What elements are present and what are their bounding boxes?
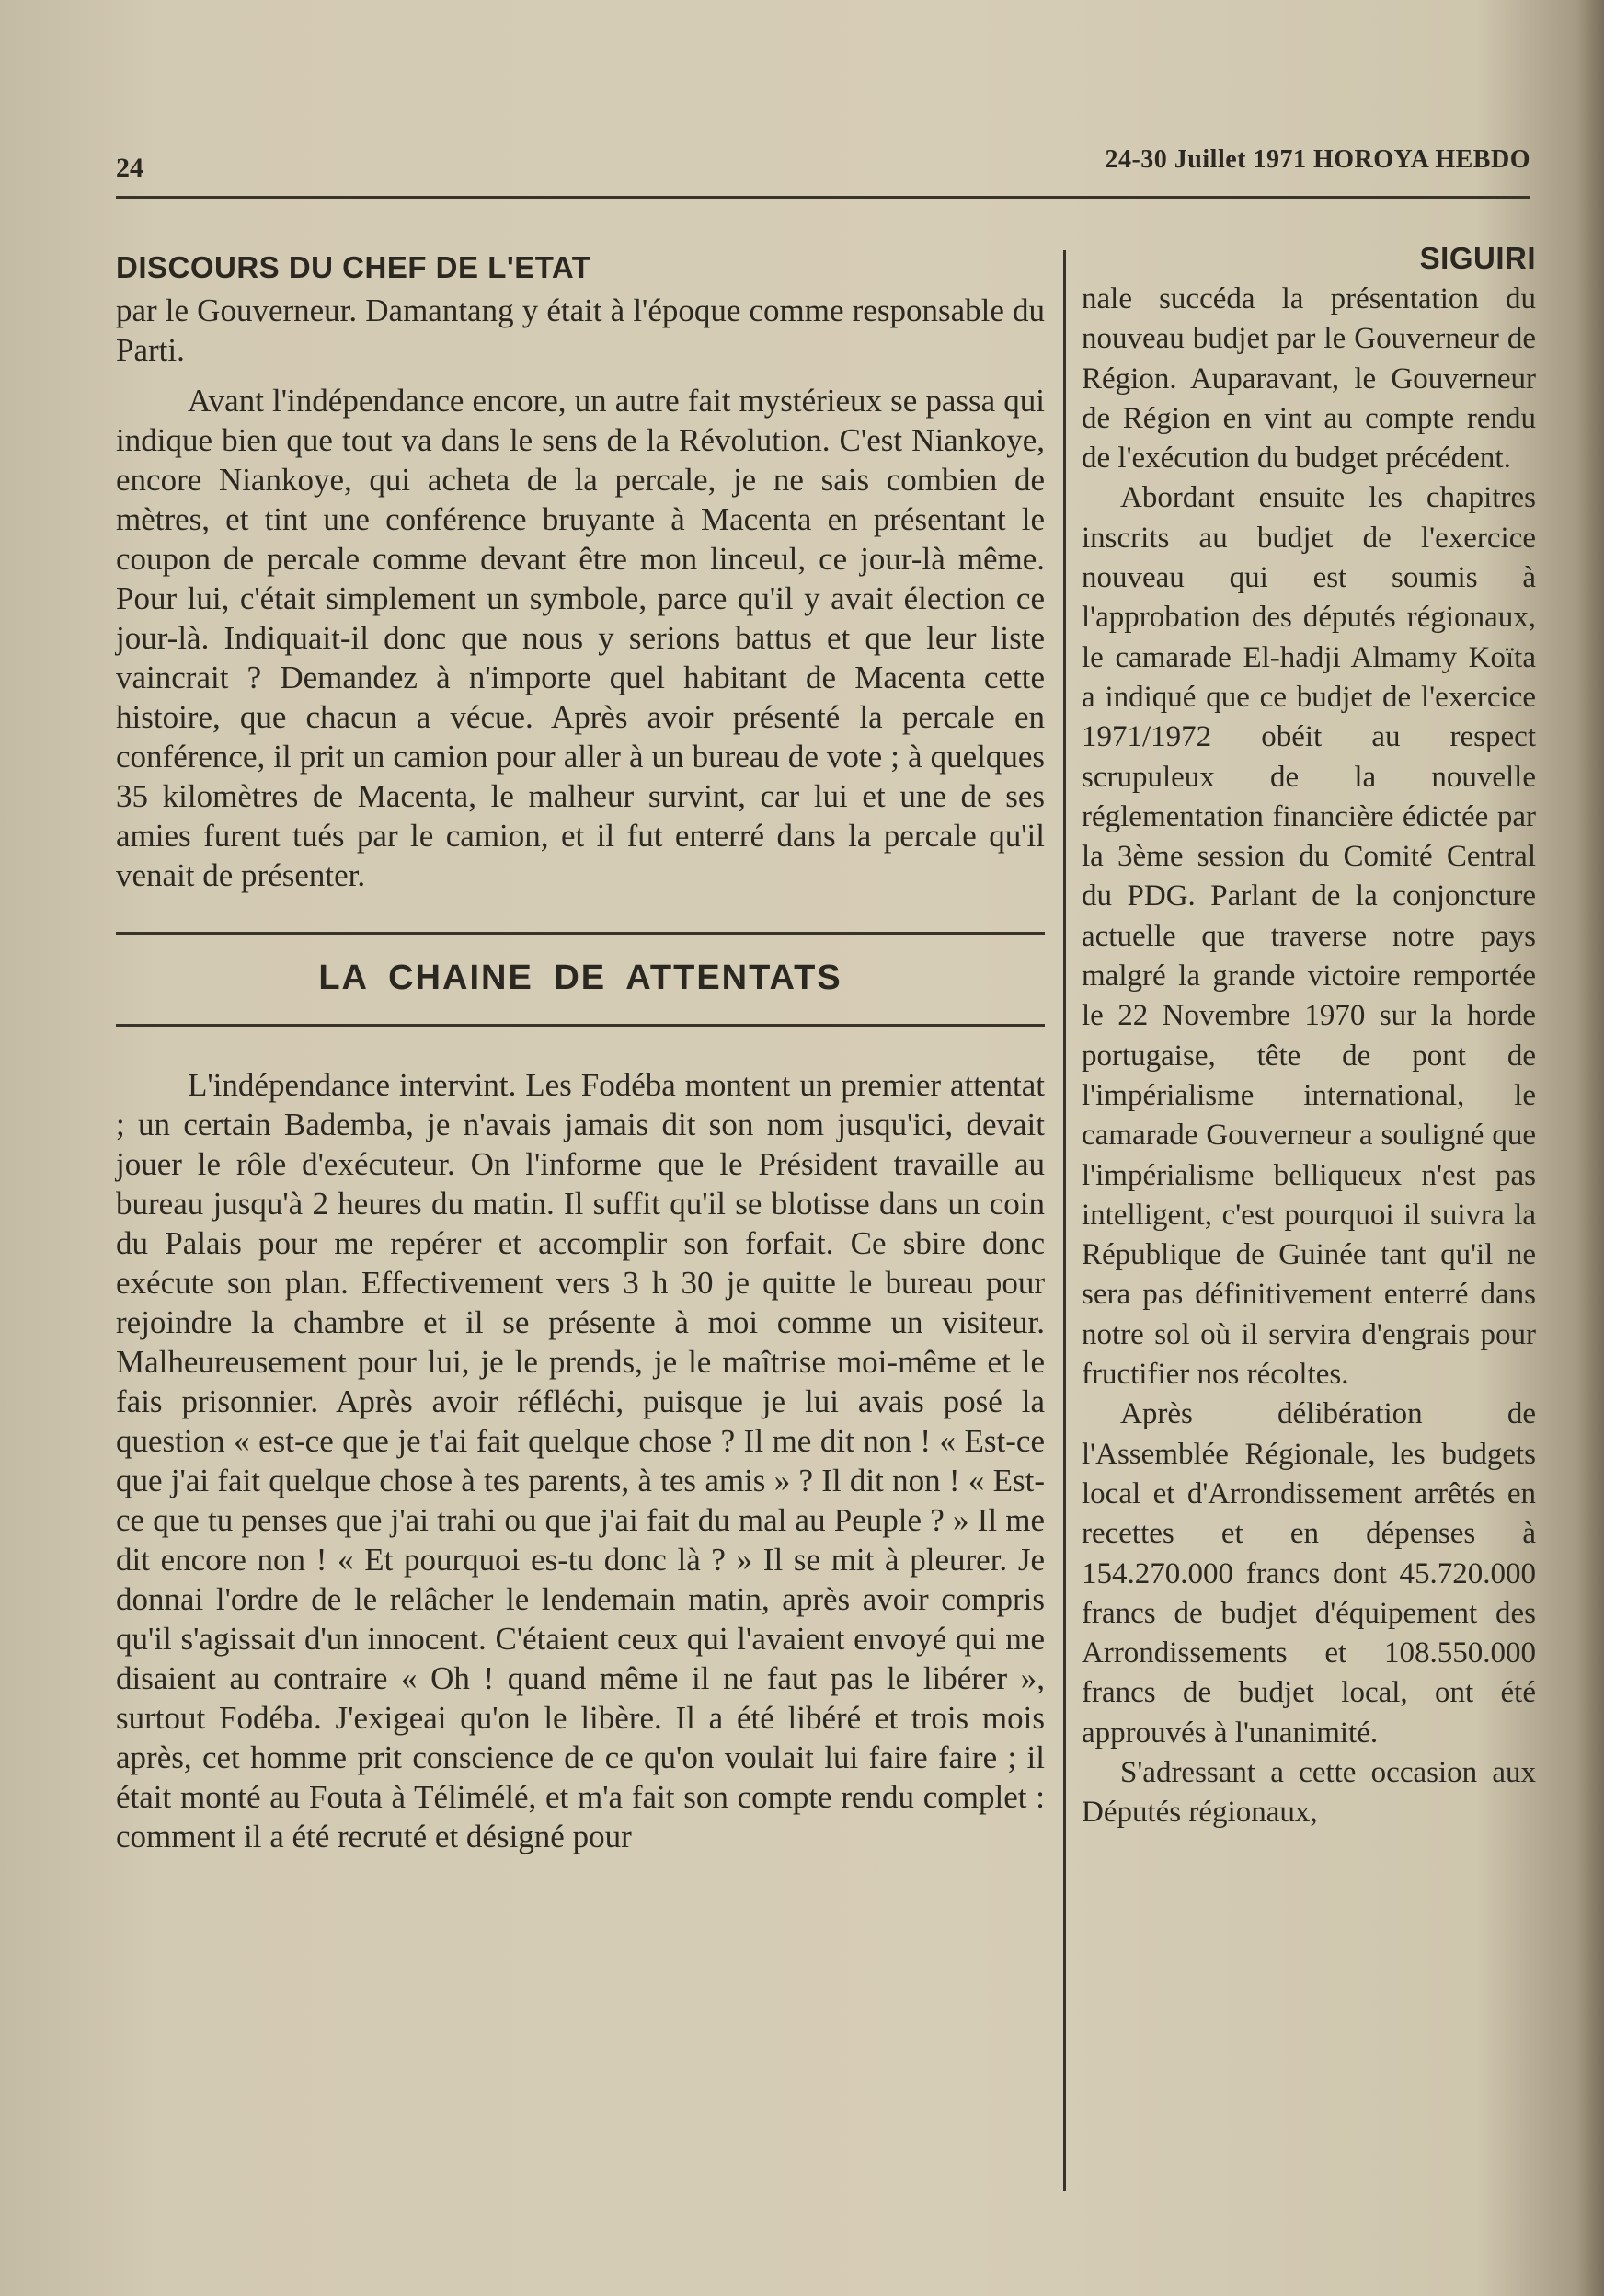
paragraph: Abordant ensuite les chapitres inscrits au budjet de l'exercice nouveau qui est soumis à l'approbation des députés régionaux, le camarade El-hadji Almamy Koïta a indiqué que ce budjet de l'exercice 1971/1972 obéit au respect scrupuleux de la nouvelle réglementation financière édictée par la 3ème session du Comité Central du PDG. Parlant de la conjoncture actuelle que traverse notre pays malgré la grande victoire remportée le 22 Novembre 1970 sur la horde portugaise, tête de pont de l'impérialisme international, le camarade Gouverneur a souligné que l'impérialisme belliqueux n'est pas intelligent, c'est pourquoi il suivra la République de Guinée tant qu'il ne sera pas définitivement enterré dans notre sol où il servira d'engrais pour fructifier nos récoltes. (1082, 481, 1536, 1392)
header-rule (116, 196, 1530, 199)
rule-bottom (116, 1024, 1045, 1027)
paragraph: nale succéda la présentation du nouveau budjet par le Gouverneur de Région. Auparavant, le Gouverneur de Région en vint au compte rendu de l'exécution du budget précédent. (1082, 282, 1536, 476)
column-divider (1063, 250, 1066, 2191)
paragraph: Avant l'indépendance encore, un autre fait mystérieux se passa qui indique bien que tout va dans le sens de la Révolution. C'est Niankoye, encore Niankoye, qui acheta de la percale, je ne sais combien de mètres, et tint une conférence bruyante à Macenta en présentant le coupon de percale comme devant être mon linceul, ce jour-là même. Pour lui, c'était simplement un symbole, parce qu'il y avait élection ce jour-là. Indiquait-il donc que nous y serions battus et que leur liste vaincrait ? Demandez à n'importe quel habitant de Macenta cette histoire, que chacun a vécue. Après avoir présenté la percale en conférence, il prit un camion pour aller à un bureau de vote ; à quelques 35 kilomètres de Macenta, le malheur survint, car lui et une de ses amies furent tués par le camion, et il fut enterré dans la percale qu'il venait de présenter. (116, 383, 1045, 893)
page-number: 24 (116, 153, 143, 183)
section-title-left: DISCOURS DU CHEF DE L'ETAT (116, 250, 591, 284)
section-title-right: SIGUIRI (1419, 241, 1536, 275)
paragraph: S'adressant a cette occasion aux Députés régionaux, (1082, 1755, 1536, 1830)
dateline: 24-30 Juillet 1971 HOROYA HEBDO (1105, 145, 1530, 174)
left-column (116, 250, 1045, 1856)
rule-top (116, 932, 1045, 935)
page-edge-shadow (1576, 0, 1604, 2296)
paragraph: par le Gouverneur. Damantang y était à l'époque comme responsable du Parti. (116, 293, 1045, 368)
right-column (1082, 241, 1536, 1833)
paragraph: L'indépendance intervint. Les Fodéba montent un premier attentat ; un certain Bademba, je n'avais jamais dit son nom jusqu'ici, devait jouer le rôle d'exécuteur. On l'informe que le Président travaille au bureau jusqu'à 2 heures du matin. Il suffit qu'il se blotisse dans un coin du Palais pour me repérer et accomplir son forfait. Ce sbire donc exécute son plan. Effectivement vers 3 h 30 je quitte le bureau pour rejoindre la chambre et il se présente à moi comme un visiteur. Malheureusement pour lui, je le prends, je le maîtrise moi-même et le fais prisonnier. Après avoir réfléchi, puisque je lui avais posé la question « est-ce que je t'ai fait quelque chose ? Il me dit non ! « Est-ce que j'ai fait quelque chose à tes parents, à tes amis » ? Il dit non ! « Est-ce que tu penses que j'ai trahi ou que j'ai fait du mal au Peuple ? » Il me dit encore non ! « Et pourquoi es-tu donc là ? » Il se mit à pleurer. Je donnai l'ordre de le relâcher le lendemain matin, après avoir compris qu'il s'agissait d'un innocent. C'étaient ceux qui l'avaient envoyé qui me disaient au contraire « Oh ! quand même il ne faut pas le libérer », surtout Fodéba. J'exigeai qu'on le libère. Il a été libéré et trois mois après, cet homme prit conscience de ce qu'on voulait lui faire faire ; il était monté au Fouta à Télimélé, et m'a fait son compte rendu complet : comment il a été recruté et désigné pour (116, 1067, 1045, 1854)
subhead-block (116, 932, 1045, 1027)
subhead-title: LA CHAINE DE ATTENTATS (318, 959, 842, 997)
paragraph: Après délibération de l'Assemblée Régionale, les budgets local et d'Arrondissement arrêtés en recettes et en dépenses à 154.270.000 francs dont 45.720.000 francs de budjet d'équipement des Arrondissements et 108.550.000 francs de budjet local, ont été approuvés à l'unanimité. (1082, 1397, 1536, 1750)
